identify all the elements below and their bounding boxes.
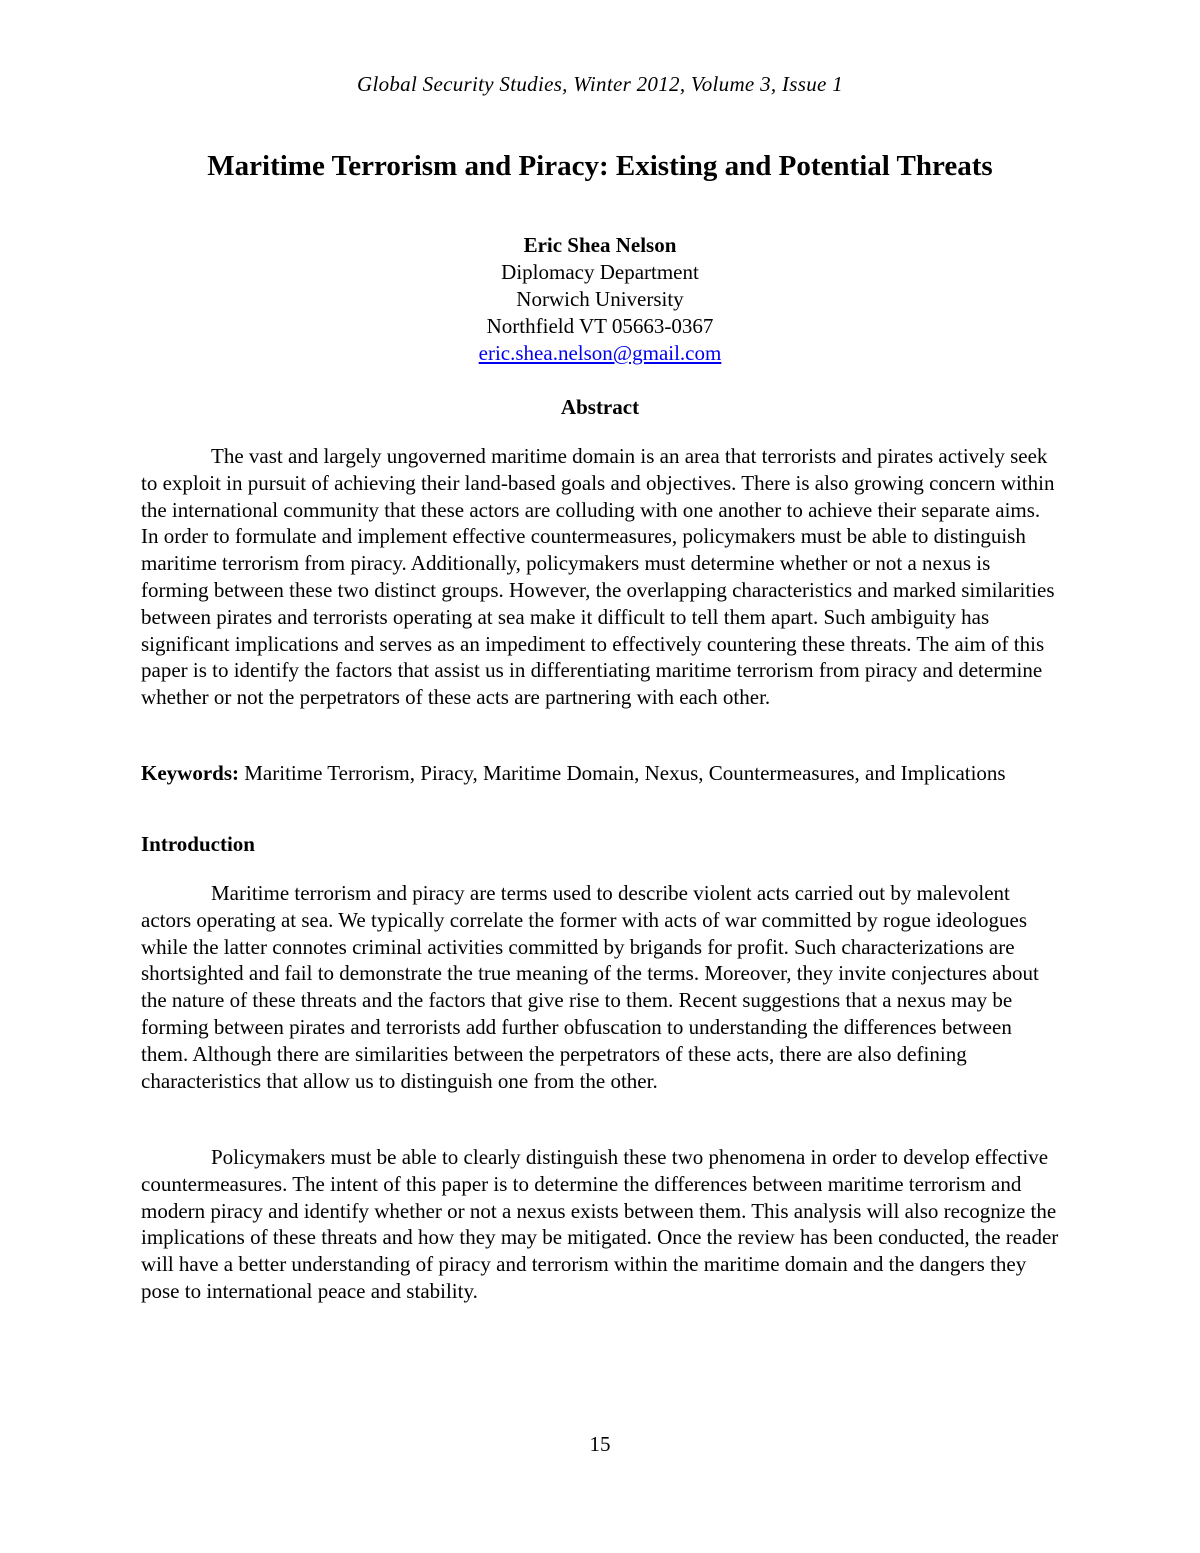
author-block bbox=[0, 232, 1200, 367]
author-department: Diplomacy Department bbox=[501, 260, 699, 284]
author-address: Northfield VT 05663-0367 bbox=[486, 314, 714, 338]
running-header: Global Security Studies, Winter 2012, Volume 3, Issue 1 bbox=[356, 72, 844, 96]
keywords-text: Maritime Terrorism, Piracy, Maritime Domain, Nexus, Countermeasures, and Implications bbox=[244, 761, 1006, 785]
keywords-label: Keywords: bbox=[141, 761, 239, 785]
introduction-heading: Introduction bbox=[141, 832, 255, 856]
introduction-paragraph: Policymakers must be able to clearly distinguish these two phenomena in order to develop effective countermeasures. The intent of this paper is to determine the differences between maritime terrorism and modern piracy and identify whether or not a nexus exists between them. This analysis will also recognize the implications of these threats and how they may be mitigated. Once the review has been conducted, the reader will have a better understanding of piracy and terrorism within the maritime domain and the dangers they pose to international peace and stability. bbox=[141, 1145, 1059, 1303]
article-title: Maritime Terrorism and Piracy: Existing and Potential Threats bbox=[207, 150, 993, 182]
abstract-text: The vast and largely ungoverned maritime domain is an area that terrorists and pirates actively seek to exploit in pursuit of achieving their land-based goals and objectives. There is also growing concern within the international community that these actors are colluding with one another to achieve their separate aims. In order to formulate and implement effective countermeasures, policymakers must be able to distinguish maritime terrorism from piracy. Additionally, policymakers must determine whether or not a nexus is forming between these two distinct groups. However, the overlapping characteristics and marked similarities between pirates and terrorists operating at sea make it difficult to tell them apart. Such ambiguity has significant implications and serves as an impediment to effectively countering these threats. The aim of this paper is to identify the factors that assist us in differentiating maritime terrorism from piracy and determine whether or not the perpetrators of these acts are partnering with each other. bbox=[141, 444, 1055, 710]
author-email-link[interactable]: eric.shea.nelson@gmail.com bbox=[478, 341, 722, 365]
introduction-paragraph: Maritime terrorism and piracy are terms used to describe violent acts carried out by malevolent actors operating at sea. We typically correlate the former with acts of war committed by rogue ideologues while the latter connotes criminal activities committed by brigands for profit. Such characterizations are shortsighted and fail to demonstrate the true meaning of the terms. Moreover, they invite conjectures about the nature of these threats and the factors that give rise to them. Recent suggestions that a nexus may be forming between pirates and terrorists add further obfuscation to understanding the differences between them. Although there are similarities between the perpetrators of these acts, there are also defining characteristics that allow us to distinguish one from the other. bbox=[141, 881, 1039, 1093]
keywords-paragraph bbox=[141, 760, 1061, 787]
abstract-heading: Abstract bbox=[560, 395, 640, 419]
author-name: Eric Shea Nelson bbox=[523, 233, 677, 257]
page-number: 15 bbox=[589, 1432, 611, 1456]
author-university: Norwich University bbox=[516, 287, 684, 311]
